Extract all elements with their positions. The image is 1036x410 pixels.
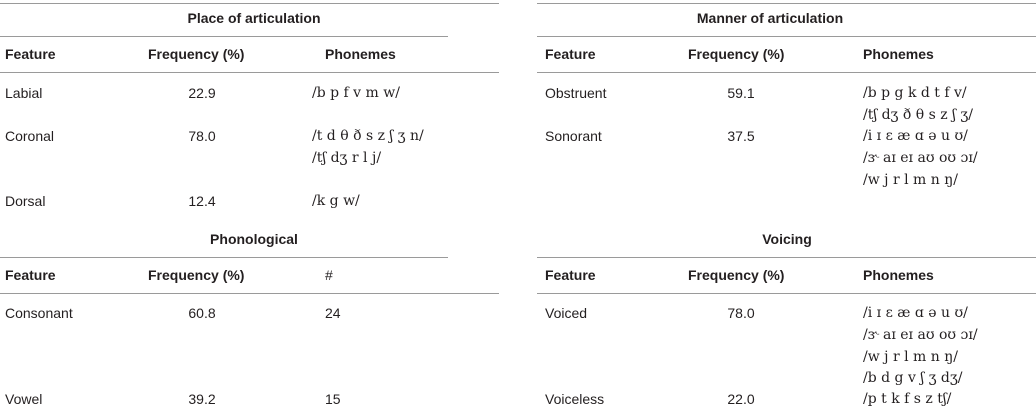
header-rule-left [0,72,499,73]
column-header-feature: Feature [545,267,596,283]
count-cell: 15 [325,391,341,407]
frequency-cell: 22.9 [188,85,216,101]
count-cell: 24 [325,305,341,321]
phonemes-cell: /t d θ ð s z ʃ ʒ n/ [312,128,424,144]
feature-cell: Voiceless [545,391,605,407]
column-header-count: # [325,267,333,283]
phonemes-cell: /tʃ dʒ ð θ s z ʃ ʒ/ [863,107,973,123]
column-header-phonemes: Phonemes [863,46,934,62]
feature-cell: Obstruent [545,85,607,101]
section-title: Phonological [210,231,298,247]
column-header-feature: Feature [545,46,596,62]
frequency-cell: 22.0 [727,391,755,407]
phonemes-cell: /b p f v m w/ [312,85,400,101]
feature-cell: Sonorant [545,128,602,144]
top-rule-right [537,3,1036,4]
place-title-rule [0,36,448,37]
voicing-title-rule [537,257,1036,258]
phonemes-cell: /tʃ dʒ r l j/ [312,150,382,166]
frequency-cell: 78.0 [188,128,216,144]
section-title: Place of articulation [187,10,321,26]
column-header-feature: Feature [5,267,56,283]
phonemes-cell: /i ɪ ɛ æ ɑ ə u ʊ/ [863,128,968,144]
phonemes-cell: /b p g k d t f v/ [863,85,967,101]
column-header-phonemes: Phonemes [325,46,396,62]
phonemes-cell: /ɝ aɪ eɪ aʊ oʊ ɔɪ/ [863,327,978,343]
section-title: Voicing [762,231,812,247]
phonemes-cell: /p t k f s z tʃ/ [863,391,952,407]
manner-title-rule [537,36,1036,37]
header-rule-right-2 [537,293,1036,294]
column-header-feature: Feature [5,46,56,62]
phonemes-cell: /i ɪ ɛ æ ɑ ə u ʊ/ [863,305,968,321]
feature-cell: Coronal [5,128,55,144]
frequency-cell: 39.2 [188,391,216,407]
column-header-frequency: Frequency (%) [148,46,245,62]
feature-cell: Vowel [5,391,43,407]
frequency-cell: 37.5 [727,128,755,144]
phonological-title-rule [0,257,448,258]
phonemes-cell: /b d g v ʃ ʒ dʒ/ [863,370,963,386]
frequency-cell: 60.8 [188,305,216,321]
phonemes-cell: /k g w/ [312,193,360,209]
column-header-frequency: Frequency (%) [148,267,245,283]
feature-cell: Voiced [545,305,588,321]
phonemes-cell: /ɝ aɪ eɪ aʊ oʊ ɔɪ/ [863,150,978,166]
top-rule-left [0,3,499,4]
feature-cell: Consonant [5,305,73,321]
feature-cell: Labial [5,85,43,101]
frequency-cell: 12.4 [188,193,216,209]
section-title: Manner of articulation [696,10,844,26]
column-header-frequency: Frequency (%) [688,267,785,283]
header-rule-left-2 [0,293,499,294]
phonemes-cell: /w j r l m n ŋ/ [863,349,958,365]
column-header-frequency: Frequency (%) [688,46,785,62]
feature-cell: Dorsal [5,193,46,209]
phonemes-cell: /w j r l m n ŋ/ [863,172,958,188]
column-header-phonemes: Phonemes [863,267,934,283]
header-rule-right [537,72,1036,73]
frequency-cell: 59.1 [727,85,755,101]
frequency-cell: 78.0 [727,305,755,321]
